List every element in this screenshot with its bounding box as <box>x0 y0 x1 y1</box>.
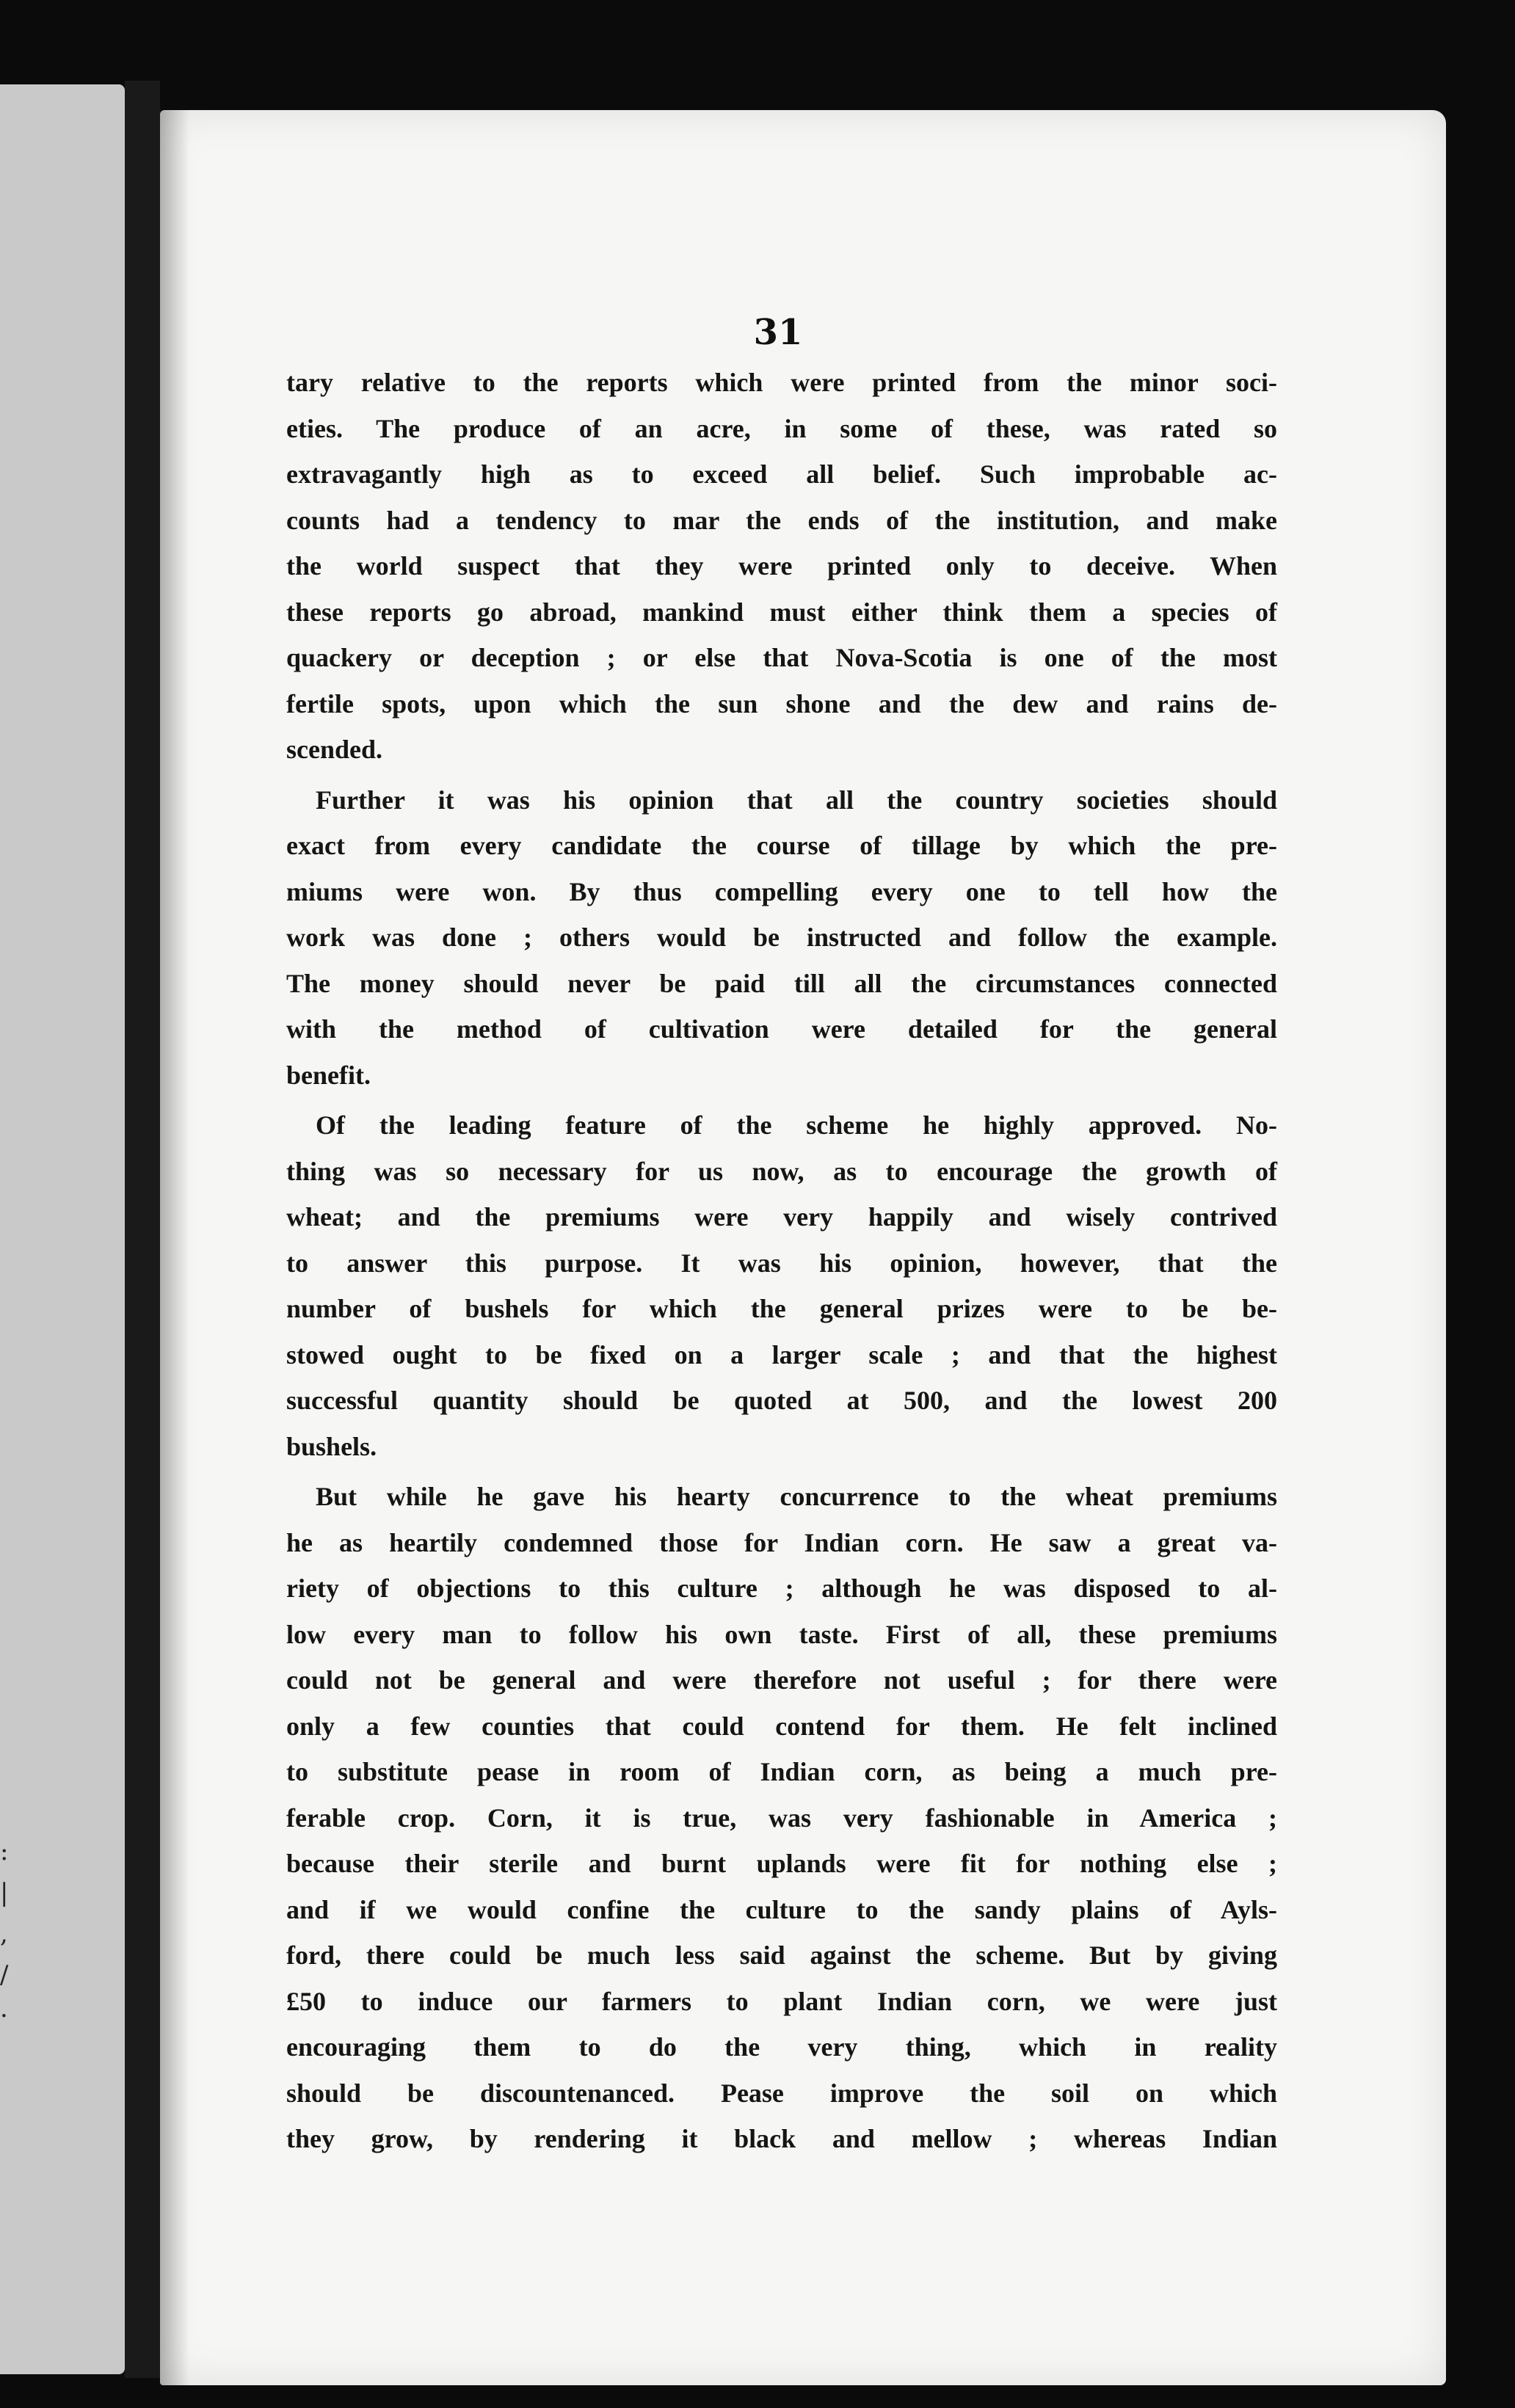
paragraph-1 <box>286 360 1277 773</box>
text-line: The money should never be paid till all the circumstances connected <box>286 968 1277 998</box>
paragraph-4 <box>286 1474 1277 2162</box>
text-line: only a few counties that could contend for them. He felt inclined <box>286 1711 1277 1741</box>
text-line: quackery or deception ; or else that Nova-Scotia is one of the most <box>286 643 1277 672</box>
text-line: But while he gave his hearty concurrence to the wheat premiums <box>316 1482 1277 1511</box>
text-line: because their sterile and burnt uplands were fit for nothing else ; <box>286 1849 1277 1878</box>
text-line: successful quantity should be quoted at 500, and the lowest 200 <box>286 1386 1277 1415</box>
left-page-margin-marks: : | , / · <box>0 1837 9 2031</box>
text-line: low every man to follow his own taste. First of all, these premiums <box>286 1619 1277 1649</box>
text-line: ferable crop. Corn, it is true, was very fashionable in America ; <box>286 1803 1277 1833</box>
text-line: bushels. <box>286 1431 377 1461</box>
text-line: stowed ought to be fixed on a larger scale ; and that the highest <box>286 1339 1277 1369</box>
text-line: thing was so necessary for us now, as to encourage the growth of <box>286 1156 1277 1186</box>
text-line: miums were won. By thus compelling every one to tell how the <box>286 876 1277 906</box>
binding-gutter <box>125 81 160 2378</box>
text-line: they grow, by rendering it black and mellow ; whereas Indian <box>286 2124 1277 2153</box>
text-line: counts had a tendency to mar the ends of the institution, and make <box>286 505 1277 535</box>
text-line: wheat; and the premiums were very happily and wisely contrived <box>286 1202 1277 1232</box>
text-line: could not be general and were therefore not useful ; for there were <box>286 1665 1277 1695</box>
text-line: with the method of cultivation were detailed for the general <box>286 1014 1277 1044</box>
text-line: scended. <box>286 735 383 764</box>
text-line: to substitute pease in room of Indian corn, as being a much pre- <box>286 1757 1277 1786</box>
left-page <box>0 84 125 2374</box>
text-line: number of bushels for which the general prizes were to be be- <box>286 1294 1277 1323</box>
text-line: Further it was his opinion that all the country societies should <box>316 785 1277 815</box>
text-line: benefit. <box>286 1060 371 1090</box>
text-line: these reports go abroad, mankind must either think them a species of <box>286 597 1277 627</box>
text-line: fertile spots, upon which the sun shone and the dew and rains de- <box>286 688 1277 719</box>
text-line: £50 to induce our farmers to plant Indian corn, we were just <box>286 1986 1277 2016</box>
text-line: extravagantly high as to exceed all belief. Such improbable ac- <box>286 459 1277 489</box>
paragraph-3 <box>286 1102 1277 1469</box>
text-line: encouraging them to do the very thing, which in reality <box>286 2032 1277 2062</box>
text-line: the world suspect that they were printed only to deceive. When <box>286 551 1277 581</box>
text-line: tary relative to the reports which were printed from the minor soci- <box>286 368 1277 397</box>
text-line: exact from every candidate the course of tillage by which the pre- <box>286 831 1277 860</box>
text-line: ford, there could be much less said against the scheme. But by giving <box>286 1940 1277 1970</box>
page-shadow <box>160 110 189 2385</box>
text-line: he as heartily condemned those for Indian corn. He saw a great va- <box>286 1527 1277 1557</box>
text-line: to answer this purpose. It was his opinion, however, that the <box>286 1248 1277 1278</box>
text-line: Of the leading feature of the scheme he highly approved. No- <box>316 1110 1277 1140</box>
text-line: and if we would confine the culture to the sandy plains of Ayls- <box>286 1894 1277 1924</box>
text-line: riety of objections to this culture ; although he was disposed to al- <box>286 1574 1277 1603</box>
text-line: eties. The produce of an acre, in some of these, was rated so <box>286 413 1277 443</box>
page-body-text <box>286 360 1277 2167</box>
text-line: work was done ; others would be instructed and follow the example. <box>286 923 1277 952</box>
text-line: should be discountenanced. Pease improve the soil on which <box>286 2078 1277 2108</box>
page-number: 31 <box>753 312 803 353</box>
paragraph-2 <box>286 777 1277 1099</box>
